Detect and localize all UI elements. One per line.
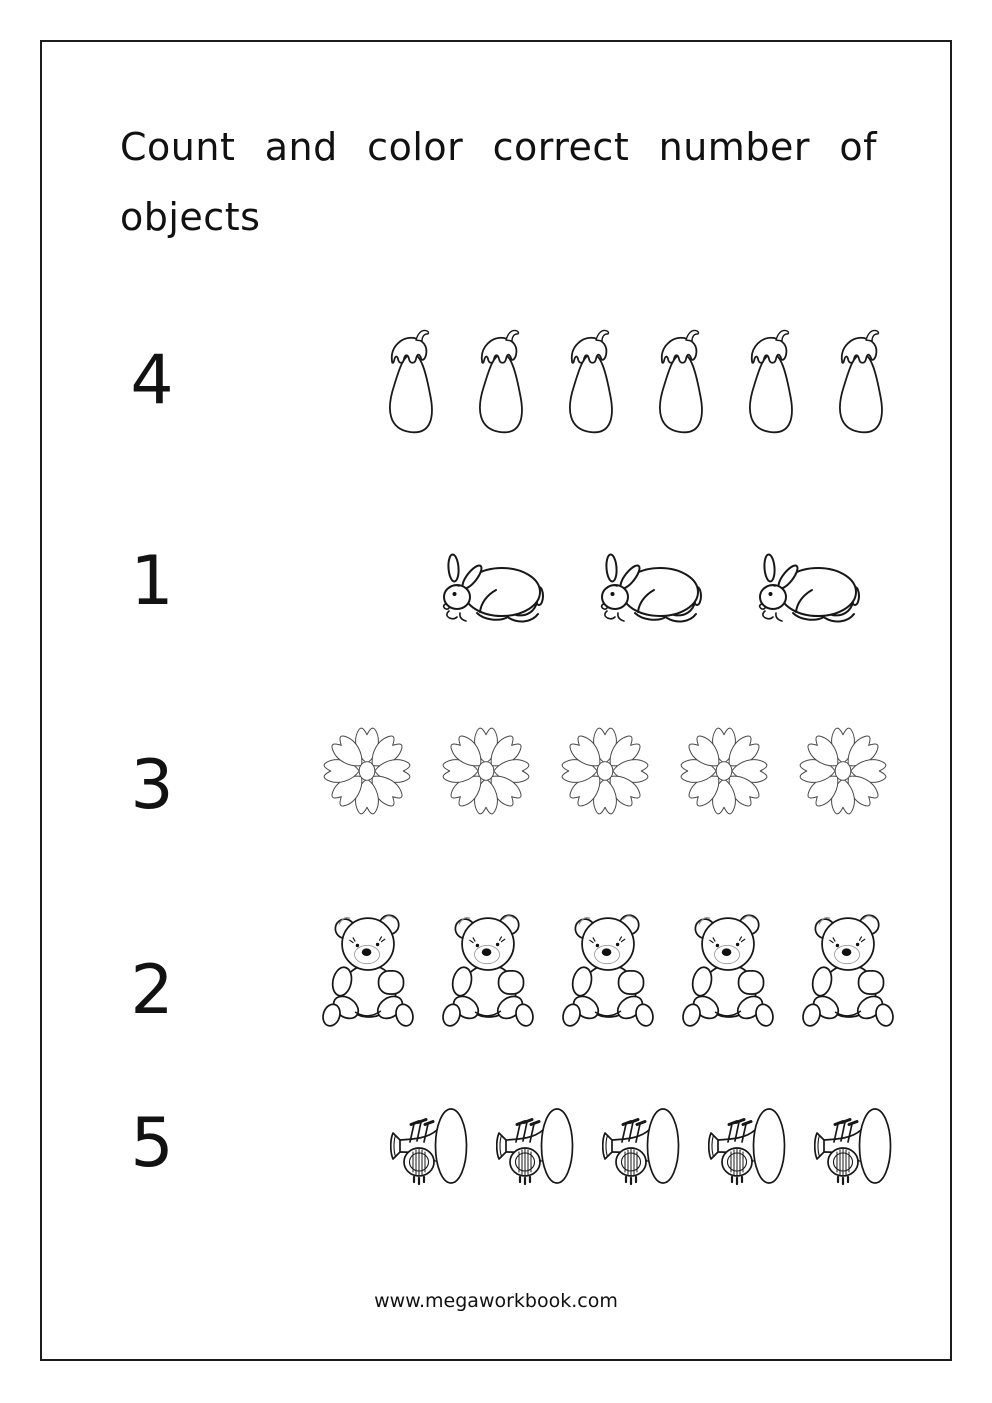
eggplant-icon bbox=[558, 328, 622, 438]
eggplant-row bbox=[378, 328, 892, 438]
flower-icon bbox=[794, 722, 892, 820]
flower-icon bbox=[675, 722, 773, 820]
trumpet-icon bbox=[708, 1104, 786, 1188]
trumpet-icon bbox=[602, 1104, 680, 1188]
worksheet-title-line1: Count and color correct number of bbox=[120, 125, 877, 169]
flower-icon bbox=[318, 722, 416, 820]
flower-row bbox=[318, 722, 892, 820]
eggplant-icon bbox=[648, 328, 712, 438]
row-number-trumpets: 5 bbox=[130, 1104, 174, 1183]
eggplant-icon bbox=[738, 328, 802, 438]
trumpet-icon bbox=[390, 1104, 468, 1188]
row-number-eggplants: 4 bbox=[130, 341, 174, 420]
rabbit-icon bbox=[756, 550, 886, 630]
trumpet-icon bbox=[814, 1104, 892, 1188]
rabbit-row bbox=[440, 550, 886, 630]
row-number-flowers: 3 bbox=[130, 746, 174, 825]
teddy-bear-icon bbox=[320, 910, 416, 1028]
rabbit-icon bbox=[598, 550, 728, 630]
eggplant-icon bbox=[378, 328, 442, 438]
trumpet-icon bbox=[496, 1104, 574, 1188]
footer-url: www.megaworkbook.com bbox=[374, 1290, 618, 1312]
worksheet-title-line2: objects bbox=[120, 195, 261, 239]
flower-icon bbox=[437, 722, 535, 820]
teddy-bear-row bbox=[320, 910, 896, 1028]
trumpet-row bbox=[390, 1104, 892, 1188]
flower-icon bbox=[556, 722, 654, 820]
teddy-bear-icon bbox=[800, 910, 896, 1028]
worksheet-title bbox=[120, 112, 877, 252]
teddy-bear-icon bbox=[680, 910, 776, 1028]
teddy-bear-icon bbox=[560, 910, 656, 1028]
row-number-teddy-bears: 2 bbox=[130, 951, 174, 1030]
eggplant-icon bbox=[828, 328, 892, 438]
eggplant-icon bbox=[468, 328, 532, 438]
rabbit-icon bbox=[440, 550, 570, 630]
row-number-rabbits: 1 bbox=[130, 542, 174, 621]
teddy-bear-icon bbox=[440, 910, 536, 1028]
